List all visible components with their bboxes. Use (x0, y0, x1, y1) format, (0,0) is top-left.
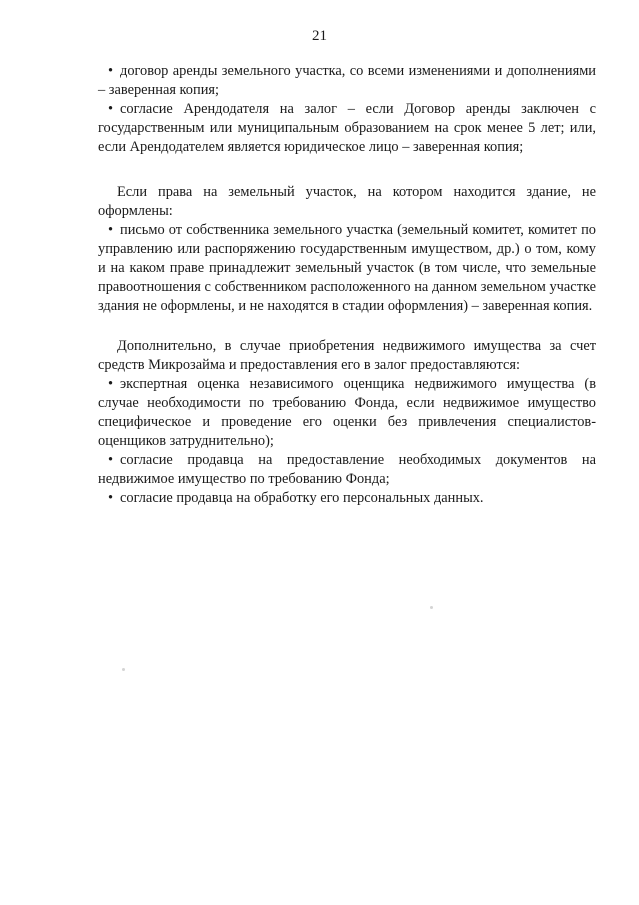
bullet-icon: • (108, 452, 114, 468)
spacer (98, 157, 596, 183)
spacer (98, 316, 596, 337)
bullet-icon: • (108, 222, 114, 238)
list-item-text: договор аренды земельного участка, со всеми изменениями и дополнениями – заверенная копия; (98, 63, 596, 98)
page-number: 21 (312, 28, 327, 44)
bullet-icon: • (108, 63, 114, 79)
section-intro: Если права на земельный участок, на котором находится здание, не оформлены: (98, 184, 596, 219)
list-item-text: письмо от собственника земельного участка (земельный комитет, комитет по управлению или распоряжению государственным имуществом, др.) о том, кому и на каком праве принадлежит земельный участок (в том числе, что земельные правоотношения с собственником расположенного на данном земельном участке здания не оформлены, и не находятся в стадии оформления) – заверенная копия. (98, 222, 596, 314)
section-additional-documents (98, 337, 596, 508)
list-item (98, 100, 596, 157)
section-land-lease-documents (98, 62, 596, 157)
section-unregistered-land-rights (98, 183, 596, 316)
list-item (98, 221, 596, 316)
list-item (98, 451, 596, 489)
bullet-icon: • (108, 490, 114, 506)
list-item (98, 489, 596, 508)
document-body (98, 62, 596, 508)
list-item (98, 375, 596, 451)
list-item-text: согласие продавца на обработку его персональных данных. (120, 490, 484, 506)
bullet-icon: • (108, 376, 114, 392)
bullet-icon: • (108, 101, 114, 117)
list-item-text: согласие Арендодателя на залог – если Договор аренды заключен с государственным или муниципальным образованием на срок менее 5 лет; или, если Арендодателем является юридическое лицо – заверенная копия; (98, 101, 596, 155)
scan-speck (430, 606, 433, 609)
section-intro: Дополнительно, в случае приобретения недвижимого имущества за счет средств Микрозайма и предоставления его в залог предоставляются: (98, 338, 596, 373)
list-item-text: согласие продавца на предоставление необходимых документов на недвижимое имущество по требованию Фонда; (98, 452, 596, 487)
list-item-text: экспертная оценка независимого оценщика недвижимого имущества (в случае необходимости по требованию Фонда, если недвижимое имущество специфическое и проведение его оценки без привлечения специалистов-оценщиков затруднительно); (98, 376, 596, 449)
scan-speck (122, 668, 125, 671)
list-item (98, 62, 596, 100)
